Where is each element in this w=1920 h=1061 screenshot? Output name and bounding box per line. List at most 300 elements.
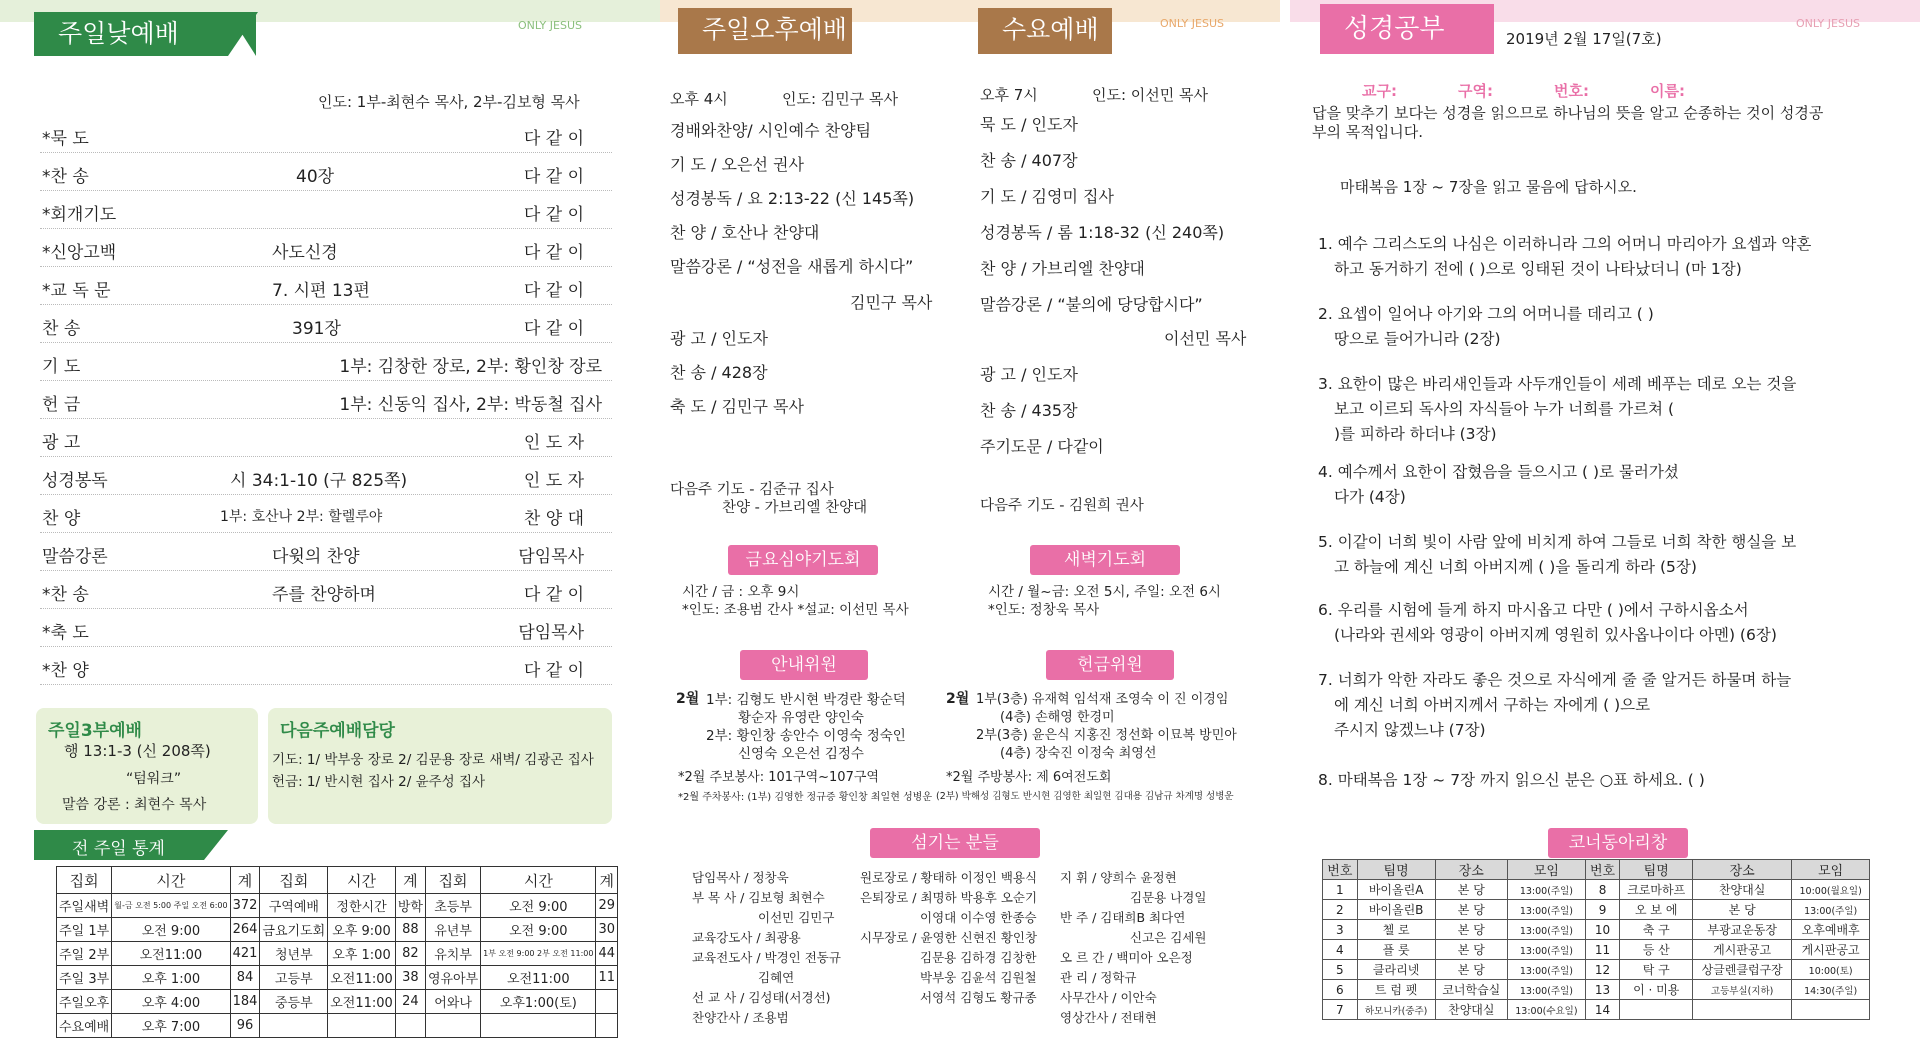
stats-cell	[395, 1014, 425, 1038]
club-cell	[1792, 1000, 1870, 1020]
order-item-name: 찬 양	[42, 509, 81, 529]
order-item-content: 다윗의 찬양	[272, 547, 360, 567]
label-number: 번호:	[1554, 82, 1589, 100]
order-item-leader: 다 같 이	[523, 205, 584, 225]
offering-line4: (4층) 장숙진 이정숙 최영선	[1000, 746, 1157, 761]
order-item-name: 헌 금	[42, 395, 81, 415]
stats-cell: 방학	[395, 894, 425, 918]
club-cell: 13:00(주일)	[1508, 900, 1586, 920]
club-cell: 본 당	[1435, 940, 1508, 960]
club-cell: 14:30(주일)	[1792, 980, 1870, 1000]
stats-cell: 유치부	[425, 942, 480, 966]
servant-line: 서영석 김형도 황규종	[920, 990, 1037, 1005]
order-row	[40, 420, 612, 457]
question-line: 1. 예수 그리스도의 나심은 이러하니라 그의 어머니 마리아가 요셉과 약혼	[1318, 235, 1812, 253]
service-line: 찬 송 / 435장	[980, 401, 1078, 420]
service-line: 묵 도 / 인도자	[980, 115, 1078, 134]
stats-header-cell: 집회	[260, 867, 328, 894]
order-item-name: *찬 송	[42, 585, 89, 605]
servant-line: 김문용 김하경 김창한	[920, 950, 1037, 965]
order-item-leader: 인 도 자	[523, 433, 584, 453]
question-line: 다가 (4장)	[1334, 488, 1406, 506]
order-row	[40, 572, 612, 609]
order-item-content: 391장	[292, 319, 341, 339]
club-header-cell: 팀명	[1620, 860, 1693, 880]
order-row	[40, 192, 612, 229]
order-item-name: *찬 양	[42, 661, 89, 681]
question-line: 2. 요셉이 일어나 아기와 그의 어머니를 데리고 ( )	[1318, 305, 1654, 323]
only-jesus-label-2: ONLY JESUS	[1160, 17, 1224, 30]
club-cell: 9	[1585, 900, 1620, 920]
stats-cell: 중등부	[260, 990, 328, 1014]
stats-cell: 96	[230, 1014, 260, 1038]
bible-study-intro: 답을 맞추기 보다는 성경을 읽으므로 하나님의 뜻을 알고 순종하는 것이 성경공부의 목적입니다.	[1312, 104, 1824, 141]
order-row	[40, 116, 612, 153]
afternoon-next-praise: 찬양 - 가브리엘 찬양대	[722, 500, 868, 516]
service-line: 성경봉독 / 요 2:13-22 (신 145쪽)	[670, 189, 915, 208]
club-cell: 탁 구	[1620, 960, 1693, 980]
stats-cell: 오후 7:00	[112, 1014, 230, 1038]
label-name: 이름:	[1650, 82, 1685, 100]
wednesday-time: 오후 7시	[980, 86, 1038, 104]
club-cell: 플 룻	[1357, 940, 1435, 960]
servant-line: 반 주 / 김태희B 최다연	[1060, 910, 1186, 925]
servant-line: 시무장로 / 윤영한 신현진 황인창	[860, 930, 1038, 945]
club-cell: 2	[1323, 900, 1358, 920]
stats-cell: 정한시간	[328, 894, 396, 918]
order-item-content: 1부: 호산나 2부: 할렐루야	[220, 509, 383, 525]
order-row	[40, 534, 612, 571]
friday-prayer-leader: *인도: 조용범 간사 *설교: 이선민 목사	[682, 602, 909, 618]
club-cell: 8	[1585, 880, 1620, 900]
order-item-name: 기 도	[42, 357, 81, 377]
stats-cell: 오전11:00	[328, 966, 396, 990]
club-cell: 찬양대실	[1435, 1000, 1508, 1020]
order-item-name: *찬 송	[42, 167, 89, 187]
club-cell: 6	[1323, 980, 1358, 1000]
club-cell: 본 당	[1435, 880, 1508, 900]
servants-title: 섬기는 분들	[870, 828, 1040, 858]
afternoon-service-title: 주일오후예배	[678, 8, 852, 54]
stats-cell: 88	[395, 918, 425, 942]
order-row	[40, 382, 612, 419]
servant-line: 김혜연	[758, 970, 795, 985]
order-item-leader: 다 같 이	[523, 319, 584, 339]
afternoon-time: 오후 4시	[670, 90, 728, 108]
stats-cell: 24	[395, 990, 425, 1014]
club-row	[1323, 980, 1870, 1000]
order-item-leader: 찬 양 대	[523, 509, 584, 529]
stats-cell: 오전11:00	[328, 990, 396, 1014]
servant-line: 박부웅 김윤석 김원철	[920, 970, 1037, 985]
servant-line: 지 휘 / 양희수 윤정현	[1060, 870, 1177, 885]
club-cell: 본 당	[1435, 960, 1508, 980]
next-week-prayer: 기도: 1/ 박부웅 장로 2/ 김문용 장로 새벽/ 김광곤 집사	[272, 752, 594, 768]
service-line: 말씀강론 / “불의에 당당합시다”	[980, 295, 1203, 314]
service-line: 기 도 / 김영미 집사	[980, 187, 1114, 206]
club-cell	[1620, 1000, 1693, 1020]
club-cell: 코너학습실	[1435, 980, 1508, 1000]
wednesday-service-title: 수요예배	[978, 8, 1112, 54]
ushers-line3: 2부: 황인창 송안수 이영숙 정숙인	[706, 728, 906, 744]
stats-cell: 주일 2부	[57, 942, 112, 966]
stats-cell: 184	[230, 990, 260, 1014]
friday-prayer-title: 금요심야기도회	[728, 545, 878, 575]
club-cell: 14	[1585, 1000, 1620, 1020]
club-cell: 축 구	[1620, 920, 1693, 940]
stats-cell: 주일 1부	[57, 918, 112, 942]
club-cell: 하모니카(중주)	[1357, 1000, 1435, 1020]
offering-kitchen: *2월 주방봉사: 제 6여전도회	[946, 770, 1112, 785]
club-cell: 1	[1323, 880, 1358, 900]
dawn-prayer-title: 새벽기도회	[1030, 545, 1180, 575]
order-item-name: *신앙고백	[42, 243, 117, 263]
club-row	[1323, 900, 1870, 920]
dawn-prayer-time: 시간 / 월~금: 오전 5시, 주일: 오전 6시	[988, 584, 1221, 600]
stats-header-cell: 계	[395, 867, 425, 894]
order-row	[40, 458, 612, 495]
title-tail	[228, 12, 258, 56]
service-line: 기 도 / 오은선 권사	[670, 155, 804, 174]
question-line: 3. 요한이 많은 바리새인들과 사두개인들이 세례 베푸는 데로 오는 것을	[1318, 375, 1797, 393]
club-header-cell: 모임	[1792, 860, 1870, 880]
stats-table	[56, 866, 618, 1038]
club-cell: 7	[1323, 1000, 1358, 1020]
stats-cell: 주일새벽	[57, 894, 112, 918]
club-cell: 10:00(토)	[1792, 960, 1870, 980]
stats-cell: 오후 1:00	[328, 942, 396, 966]
stats-row	[57, 966, 618, 990]
bible-study-title: 성경공부	[1320, 4, 1494, 54]
question-line: 주시지 않겠느냐 (7장)	[1334, 721, 1486, 739]
ushers-line4: 신영숙 오은선 김정수	[738, 746, 864, 762]
stats-cell: 29	[596, 894, 618, 918]
stats-cell: 84	[230, 966, 260, 990]
stats-row	[57, 894, 618, 918]
service-line: 말씀강론 / “성전을 새롭게 하시다”	[670, 257, 914, 276]
afternoon-next-prayer: 다음주 기도 - 김준규 집사	[670, 482, 834, 498]
stats-cell: 38	[395, 966, 425, 990]
stats-header-cell: 시간	[112, 867, 230, 894]
club-cell: 찬양대실	[1693, 880, 1792, 900]
stats-cell: 주일 3부	[57, 966, 112, 990]
stats-cell: 청년부	[260, 942, 328, 966]
club-header-cell: 팀명	[1357, 860, 1435, 880]
wednesday-preacher: 이선민 목사	[1164, 329, 1247, 348]
offering-line1: 1부(3층) 유재혁 임석재 조영숙 이 진 이경임	[976, 692, 1229, 707]
servant-line: 이영대 이수영 한종승	[920, 910, 1037, 925]
stats-row	[57, 1014, 618, 1038]
service-line: 주기도문 / 다같이	[980, 437, 1104, 456]
stats-cell: 오전 9:00	[481, 918, 596, 942]
club-cell: 10	[1585, 920, 1620, 940]
club-title: 코너동아리창	[1548, 828, 1688, 858]
order-item-name: 말씀강론	[42, 547, 108, 567]
stats-cell: 고등부	[260, 966, 328, 990]
order-item-content: 사도신경	[272, 243, 338, 263]
stats-cell	[596, 990, 618, 1014]
ushers-bulletin: *2월 주보봉사: 101구역~107구역	[678, 770, 879, 785]
stats-header-cell: 계	[230, 867, 260, 894]
stats-header-row	[57, 867, 618, 894]
stats-cell: 오후 1:00	[112, 966, 230, 990]
stats-cell	[328, 1014, 396, 1038]
order-item-content: 40장	[296, 167, 335, 187]
order-item-content: 7. 시편 13편	[272, 281, 370, 301]
club-cell: 클라리넷	[1357, 960, 1435, 980]
stats-cell: 오전 9:00	[112, 918, 230, 942]
stats-cell: 금요기도회	[260, 918, 328, 942]
stats-cell	[260, 1014, 328, 1038]
order-item-content: 1부: 김창한 장로, 2부: 황인창 장로	[339, 357, 602, 377]
ushers-line2: 황순자 유영란 양인숙	[738, 710, 864, 726]
next-week-title: 다음주예배담당	[280, 721, 395, 741]
stats-cell: 주일오후	[57, 990, 112, 1014]
club-header-cell: 번호	[1585, 860, 1620, 880]
stats-cell: 오후 4:00	[112, 990, 230, 1014]
service-line: 찬 양 / 호산나 찬양대	[670, 223, 820, 242]
question-line: 보고 이르되 독사의 자식들아 누가 너희를 가르쳐 (	[1334, 400, 1674, 418]
stats-row	[57, 918, 618, 942]
servant-line: 찬양간사 / 조용범	[692, 1010, 789, 1025]
stats-header-cell: 시간	[481, 867, 596, 894]
club-cell: 이 · 미용	[1620, 980, 1693, 1000]
question-line: 에 계신 너희 아버지께서 구하는 자에게 ( )으로	[1334, 696, 1651, 714]
stats-cell: 11	[596, 966, 618, 990]
club-cell: 4	[1323, 940, 1358, 960]
order-item-content: 1부: 신동익 집사, 2부: 박동철 집사	[339, 395, 602, 415]
stats-cell	[596, 1014, 618, 1038]
question-line: 5. 이같이 너희 빛이 사람 앞에 비치게 하여 그들로 너희 착한 행실을 보	[1318, 533, 1797, 551]
order-item-leader: 다 같 이	[523, 129, 584, 149]
servant-line: 영상간사 / 전태현	[1060, 1010, 1157, 1025]
servant-line: 오 르 간 / 백미아 오은정	[1060, 950, 1193, 965]
only-jesus-label-3: ONLY JESUS	[1796, 17, 1860, 30]
ushers-kitchen: *2월 주차봉사: (1부) 김영한 정규증 황인창 최일현 성병운	[678, 792, 933, 803]
offering-committee-title: 헌금위원	[1046, 650, 1174, 680]
stats-cell: 오전11:00	[481, 966, 596, 990]
club-cell: 오 보 에	[1620, 900, 1693, 920]
ushers-title: 안내위원	[740, 650, 868, 680]
club-cell: 본 당	[1435, 920, 1508, 940]
stats-row	[57, 942, 618, 966]
club-header-cell: 번호	[1323, 860, 1358, 880]
dawn-prayer-leader: *인도: 정창욱 목사	[988, 602, 1100, 618]
question-line: )를 피하라 하더냐 (3장)	[1334, 425, 1497, 443]
bible-study-instruction: 마태복음 1장 ~ 7장을 읽고 물음에 답하시오.	[1340, 178, 1637, 196]
offering-line3: 2부(3층) 윤은식 지홍진 정선화 이묘복 방민아	[976, 728, 1237, 743]
club-header-cell: 장소	[1435, 860, 1508, 880]
order-row	[40, 154, 612, 191]
club-cell: 부광교운동장	[1693, 920, 1792, 940]
stats-row	[57, 990, 618, 1014]
only-jesus-label: ONLY JESUS	[518, 19, 582, 32]
club-header-row	[1323, 860, 1870, 880]
stats-cell: 어와나	[425, 990, 480, 1014]
servant-line: 김문용 나경일	[1130, 890, 1207, 905]
order-item-leader: 다 같 이	[523, 243, 584, 263]
order-item-content: 주를 찬양하며	[272, 585, 376, 605]
sunday-leader: 인도: 1부-최현수 목사, 2부-김보형 목사	[318, 93, 580, 111]
stats-cell	[425, 1014, 480, 1038]
stats-cell: 유년부	[425, 918, 480, 942]
order-item-name: *교 독 문	[42, 281, 111, 301]
club-cell: 본 당	[1435, 900, 1508, 920]
servant-line: 이선민 김민구	[758, 910, 835, 925]
friday-prayer-time: 시간 / 금 : 오후 9시	[682, 584, 800, 600]
question-line: 4. 예수께서 요한이 잡혔음을 들으시고 ( )로 물러가셨	[1318, 463, 1679, 481]
stats-cell: 1부 오전 9:00 2부 오전 11:00	[481, 942, 596, 966]
stats-cell: 30	[596, 918, 618, 942]
wednesday-next-prayer: 다음주 기도 - 김원희 권사	[980, 498, 1144, 514]
order-item-leader: 다 같 이	[523, 167, 584, 187]
stats-cell	[481, 1014, 596, 1038]
club-cell	[1693, 1000, 1792, 1020]
club-cell: 13	[1585, 980, 1620, 1000]
offering-kitchen-2: (2부) 박해성 김형도 반시현 김영한 최일현 김대용 김남규 차계명 성병운	[936, 791, 1234, 802]
order-row	[40, 306, 612, 343]
order-item-name: 성경봉독	[42, 471, 108, 491]
service-line: 광 고 / 인도자	[980, 365, 1078, 384]
service-line: 축 도 / 김민구 목사	[670, 397, 804, 416]
servant-line: 선 교 사 / 김성태(서경선)	[692, 990, 831, 1005]
bible-study-date: 2019년 2월 17일(7호)	[1506, 30, 1662, 48]
stats-cell: 오전11:00	[112, 942, 230, 966]
stats-header-cell: 시간	[328, 867, 396, 894]
club-row	[1323, 920, 1870, 940]
club-cell: 13:00(주일)	[1508, 980, 1586, 1000]
stats-header-cell: 집회	[57, 867, 112, 894]
club-cell: 13:00(주일)	[1508, 880, 1586, 900]
servant-line: 신고은 김세원	[1130, 930, 1207, 945]
order-item-leader: 다 같 이	[523, 661, 584, 681]
wednesday-leader: 인도: 이선민 목사	[1092, 86, 1209, 104]
club-cell: 10:00(월요일)	[1792, 880, 1870, 900]
club-cell: 3	[1323, 920, 1358, 940]
question-line: 8. 마태복음 1장 ~ 7장 까지 읽으신 분은 ○표 하세요. ( )	[1318, 771, 1705, 789]
label-district: 교구:	[1362, 82, 1397, 100]
third-service-sermon: “텀워크”	[126, 771, 182, 787]
club-cell: 5	[1323, 960, 1358, 980]
question-line: 6. 우리를 시험에 들게 하지 마시옵고 다만 ( )에서 구하시옵소서	[1318, 601, 1749, 619]
club-cell: 13:00(주일)	[1792, 900, 1870, 920]
afternoon-leader: 인도: 김민구 목사	[782, 90, 899, 108]
service-line: 성경봉독 / 롬 1:18-32 (신 240쪽)	[980, 223, 1225, 242]
order-item-leader: 다 같 이	[523, 281, 584, 301]
order-item-leader: 담임목사	[518, 547, 584, 567]
sunday-service-title: 주일낮예배	[34, 12, 228, 56]
club-header-cell: 장소	[1693, 860, 1792, 880]
question-line: (나라와 권세와 영광이 아버지께 영원히 있사옵나이다 아멘) (6장)	[1334, 626, 1777, 644]
ushers-month: 2월	[676, 691, 700, 707]
ushers-line1: 1부: 김형도 반시현 박경란 황순덕	[706, 692, 906, 708]
order-row	[40, 496, 612, 533]
club-cell: 13:00(주일)	[1508, 940, 1586, 960]
club-cell: 오후예배후	[1792, 920, 1870, 940]
third-service-title: 주일3부예배	[48, 721, 142, 741]
stats-cell: 오전 9:00	[481, 894, 596, 918]
stats-cell: 421	[230, 942, 260, 966]
club-cell: 게시판공고	[1792, 940, 1870, 960]
stats-cell: 372	[230, 894, 260, 918]
order-row	[40, 268, 612, 305]
club-cell: 11	[1585, 940, 1620, 960]
question-line: 땅으로 들어가니라 (2장)	[1334, 330, 1501, 348]
club-cell: 등 산	[1620, 940, 1693, 960]
order-item-name: 찬 송	[42, 319, 81, 339]
club-cell: 트 럼 펫	[1357, 980, 1435, 1000]
stats-header-cell: 계	[596, 867, 618, 894]
service-line: 찬 송 / 407장	[980, 151, 1078, 170]
club-cell: 13:00(수요일)	[1508, 1000, 1586, 1020]
service-line: 광 고 / 인도자	[670, 329, 768, 348]
stats-cell: 수요예배	[57, 1014, 112, 1038]
service-line: 경배와찬양/ 시인예수 찬양팀	[670, 121, 872, 140]
stats-cell: 구역예배	[260, 894, 328, 918]
servant-line: 관 리 / 정학규	[1060, 970, 1137, 985]
offering-month: 2월	[946, 691, 970, 707]
afternoon-preacher: 김민구 목사	[850, 293, 933, 312]
club-row	[1323, 1000, 1870, 1020]
club-table	[1322, 859, 1870, 1020]
servant-line: 원로장로 / 황태하 이정인 백용식	[860, 870, 1038, 885]
order-row	[40, 648, 612, 685]
club-cell: 고등부실(지하)	[1693, 980, 1792, 1000]
service-line: 찬 송 / 428장	[670, 363, 768, 382]
order-row	[40, 344, 612, 381]
club-cell: 게시판공고	[1693, 940, 1792, 960]
order-item-name: *묵 도	[42, 129, 89, 149]
servant-line: 교육강도사 / 최광용	[692, 930, 801, 945]
servant-line: 담임목사 / 정창욱	[692, 870, 789, 885]
third-service-preacher: 말씀 강론 : 최현수 목사	[62, 797, 207, 813]
order-item-name: 광 고	[42, 433, 81, 453]
next-week-offering: 헌금: 1/ 반시현 집사 2/ 윤주성 집사	[272, 774, 486, 790]
order-row	[40, 610, 612, 647]
club-cell: 바이올린A	[1357, 880, 1435, 900]
order-item-content: 시 34:1-10 (구 825쪽)	[230, 471, 408, 491]
club-cell: 바이올린B	[1357, 900, 1435, 920]
club-row	[1323, 960, 1870, 980]
club-row	[1323, 940, 1870, 960]
servant-line: 사무간사 / 이안숙	[1060, 990, 1157, 1005]
club-cell: 첼 로	[1357, 920, 1435, 940]
order-item-name: *회개기도	[42, 205, 117, 225]
club-cell: 본 당	[1693, 900, 1792, 920]
order-item-leader: 인 도 자	[523, 471, 584, 491]
club-cell: 상글렌클럽구장	[1693, 960, 1792, 980]
stats-title-tail	[204, 830, 228, 860]
club-cell: 13:00(주일)	[1508, 960, 1586, 980]
stats-header-cell: 집회	[425, 867, 480, 894]
stats-cell: 초등부	[425, 894, 480, 918]
club-row	[1323, 880, 1870, 900]
third-service-verse: 행 13:1-3 (신 208쪽)	[64, 742, 211, 760]
order-item-name: *축 도	[42, 623, 89, 643]
servant-line: 부 목 사 / 김보형 최현수	[692, 890, 825, 905]
order-item-leader: 다 같 이	[523, 585, 584, 605]
stats-cell: 264	[230, 918, 260, 942]
label-zone: 구역:	[1458, 82, 1493, 100]
club-cell: 크로마하프	[1620, 880, 1693, 900]
question-line: 고 하늘에 계신 너희 아버지께 ( )을 돌리게 하라 (5장)	[1334, 558, 1697, 576]
servant-line: 은퇴장로 / 최명하 박용후 오순기	[860, 890, 1038, 905]
question-line: 하고 동거하기 전에 ( )으로 잉태된 것이 나타났더니 (마 1장)	[1334, 260, 1742, 278]
question-line: 7. 너희가 악한 자라도 좋은 것으로 자식에게 줄 줄 알거든 하물며 하늘	[1318, 671, 1792, 689]
stats-cell: 오후 9:00	[328, 918, 396, 942]
order-row	[40, 230, 612, 267]
stats-cell: 82	[395, 942, 425, 966]
